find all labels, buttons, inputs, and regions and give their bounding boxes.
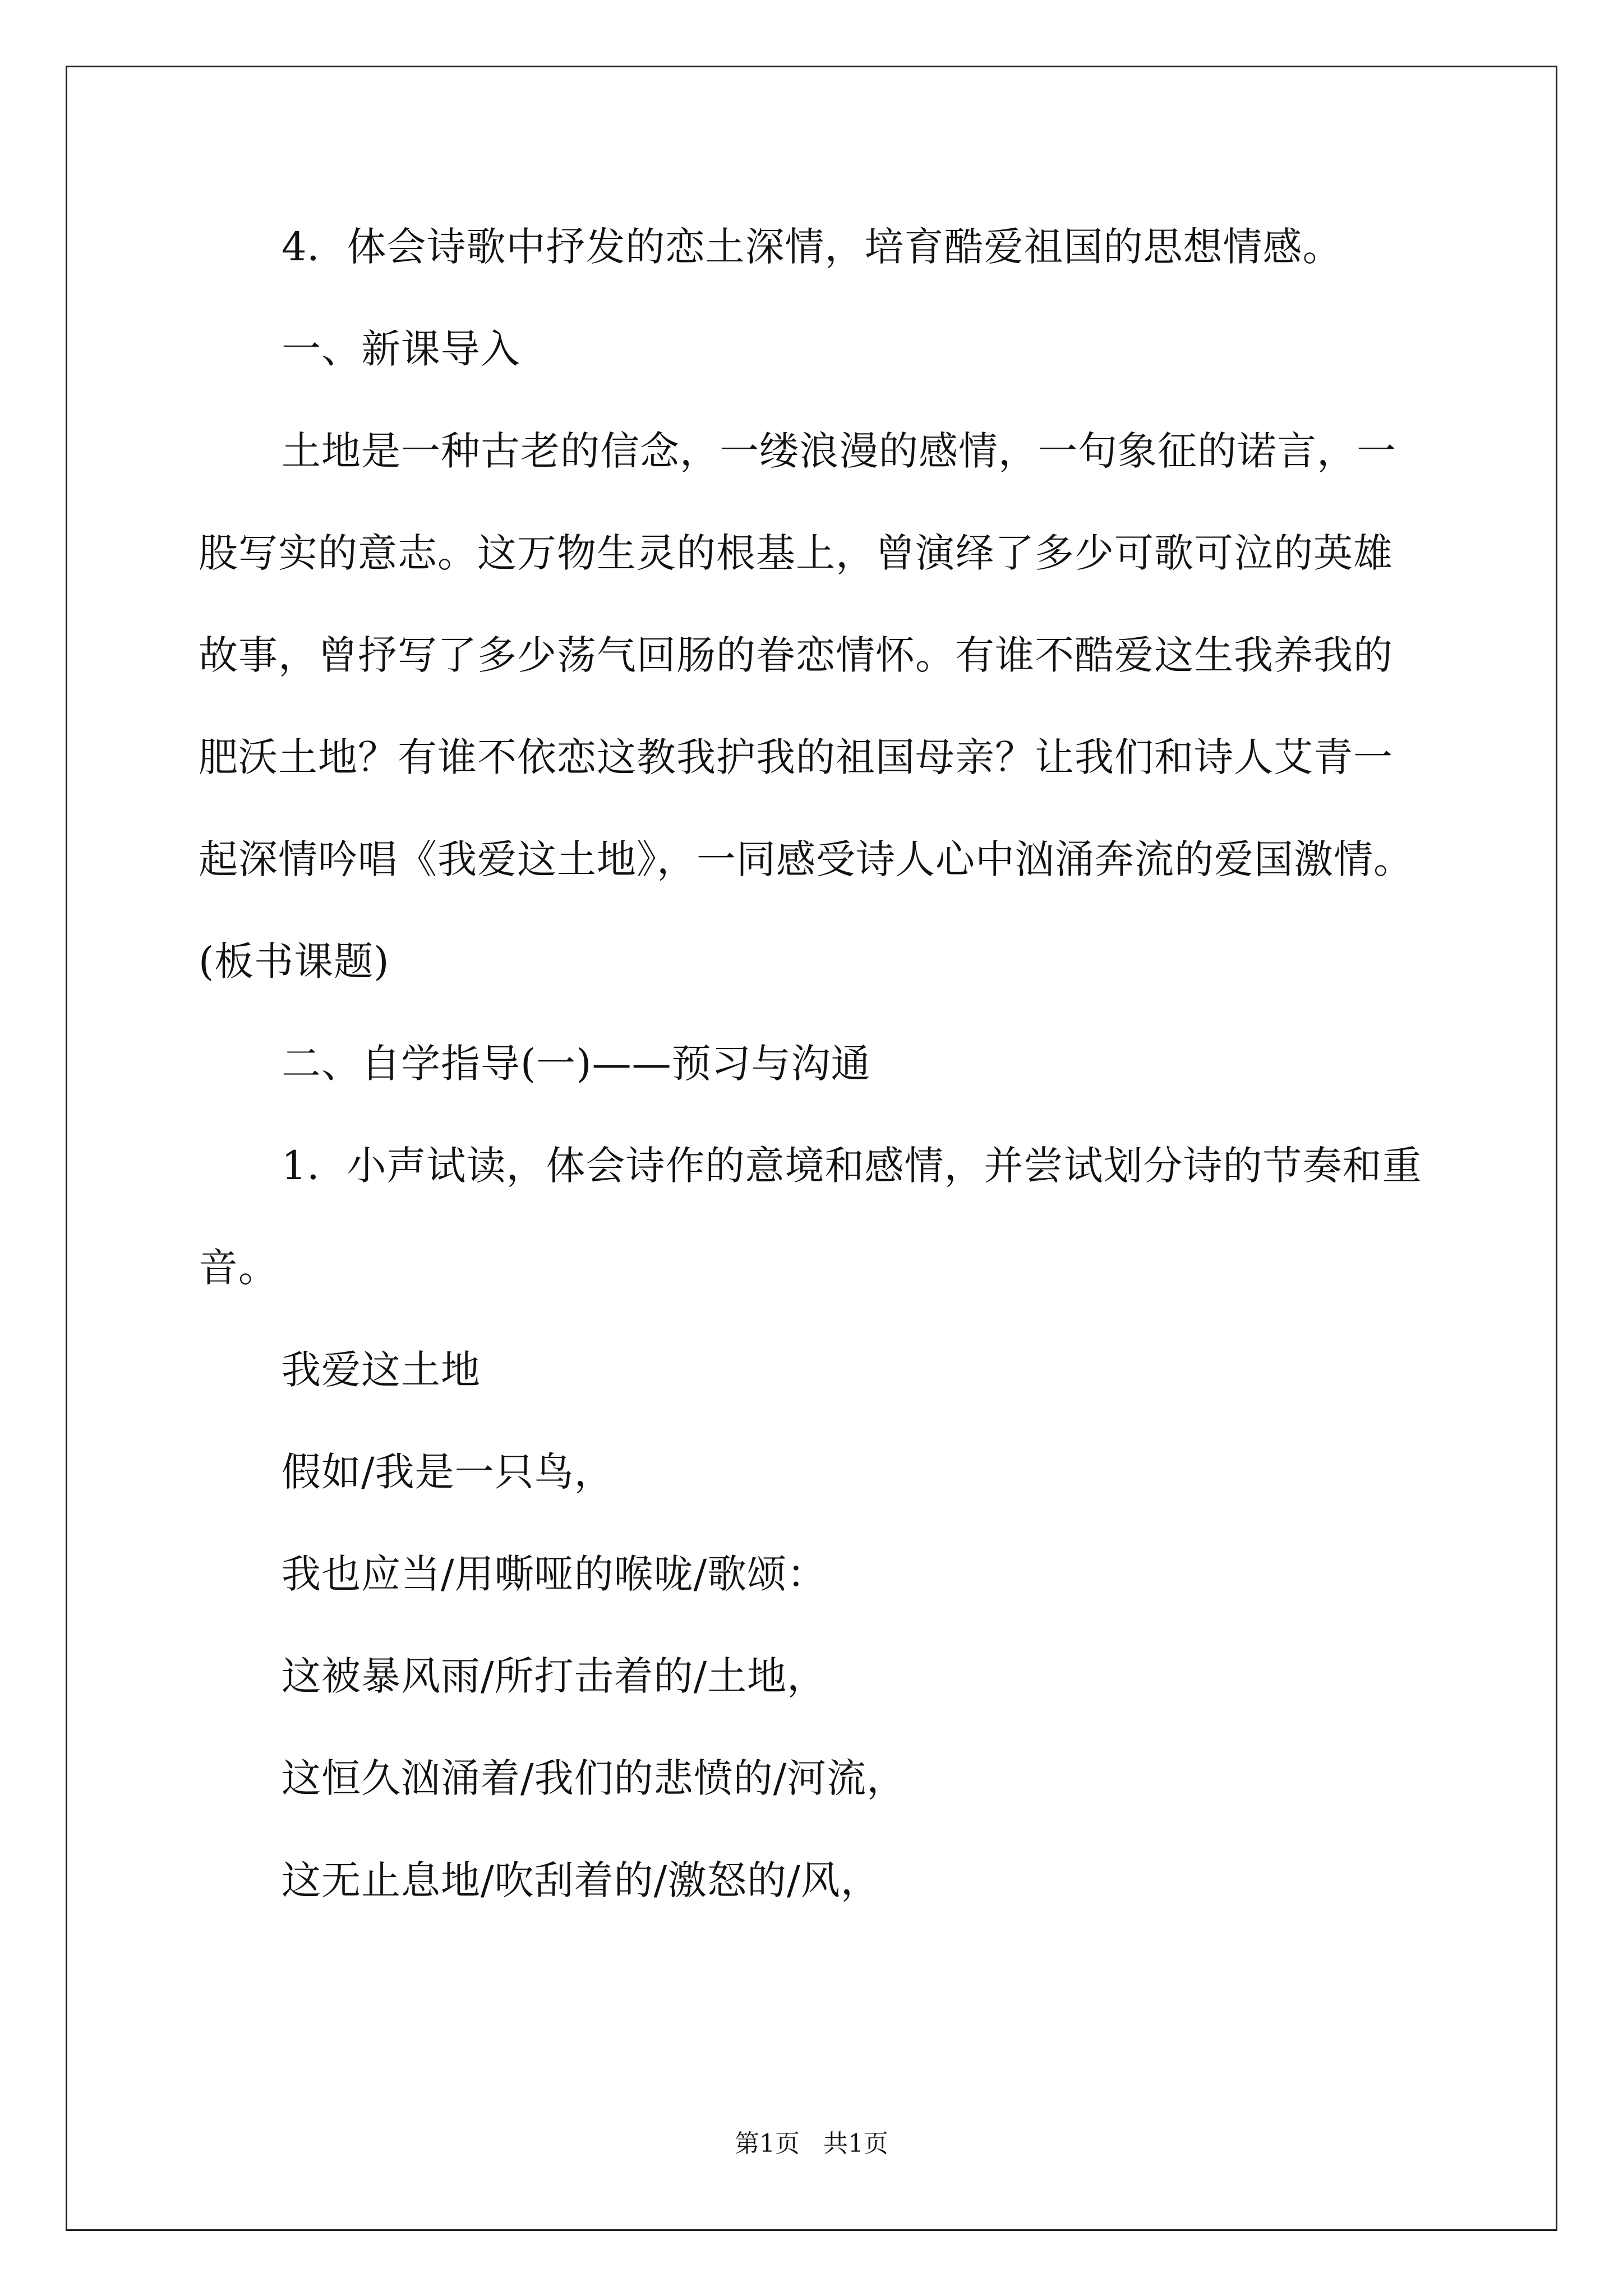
poem-line-3: 这被暴风雨/所打击着的/土地， bbox=[282, 1653, 827, 1699]
intro-paragraph-line-4: 肥沃土地？有谁不依恋这教我护我的祖国母亲？让我们和诗人艾青一 bbox=[199, 734, 1393, 780]
poem-line-2: 我也应当/用嘶哑的喉咙/歌颂： bbox=[282, 1551, 827, 1597]
intro-paragraph-line-2: 股写实的意志。这万物生灵的根基上，曾演绎了多少可歌可泣的英雄 bbox=[199, 530, 1393, 576]
poem-title: 我爱这土地 bbox=[282, 1347, 481, 1393]
poem-line-1: 假如/我是一只鸟， bbox=[282, 1449, 614, 1495]
page-number-footer: 第1页 共1页 bbox=[735, 2129, 888, 2158]
poem-line-5: 这无止息地/吹刮着的/激怒的/风， bbox=[282, 1857, 880, 1903]
section-heading-intro: 一、新课导入 bbox=[282, 326, 520, 372]
intro-paragraph-line-3: 故事，曾抒写了多少荡气回肠的眷恋情怀。有谁不酷爱这生我养我的 bbox=[199, 632, 1393, 678]
board-note: (板书课题) bbox=[199, 938, 390, 984]
intro-paragraph-line-5: 起深情吟唱《我爱这土地》，一同感受诗人心中汹涌奔流的爱国激情。 bbox=[199, 836, 1413, 882]
poem-line-4: 这恒久汹涌着/我们的悲愤的/河流， bbox=[282, 1755, 907, 1801]
intro-paragraph-line-1: 土地是一种古老的信念，一缕浪漫的感情，一句象征的诺言，一 bbox=[282, 428, 1396, 474]
task-1-line-2: 音。 bbox=[199, 1245, 278, 1291]
task-1-line-1: 1．小声试读，体会诗作的意境和感情，并尝试划分诗的节奏和重 bbox=[282, 1143, 1422, 1189]
section-heading-self-study: 二、自学指导(一)——预习与沟通 bbox=[282, 1041, 871, 1087]
objective-4: 4．体会诗歌中抒发的恋土深情，培育酷爱祖国的思想情感。 bbox=[282, 224, 1343, 270]
